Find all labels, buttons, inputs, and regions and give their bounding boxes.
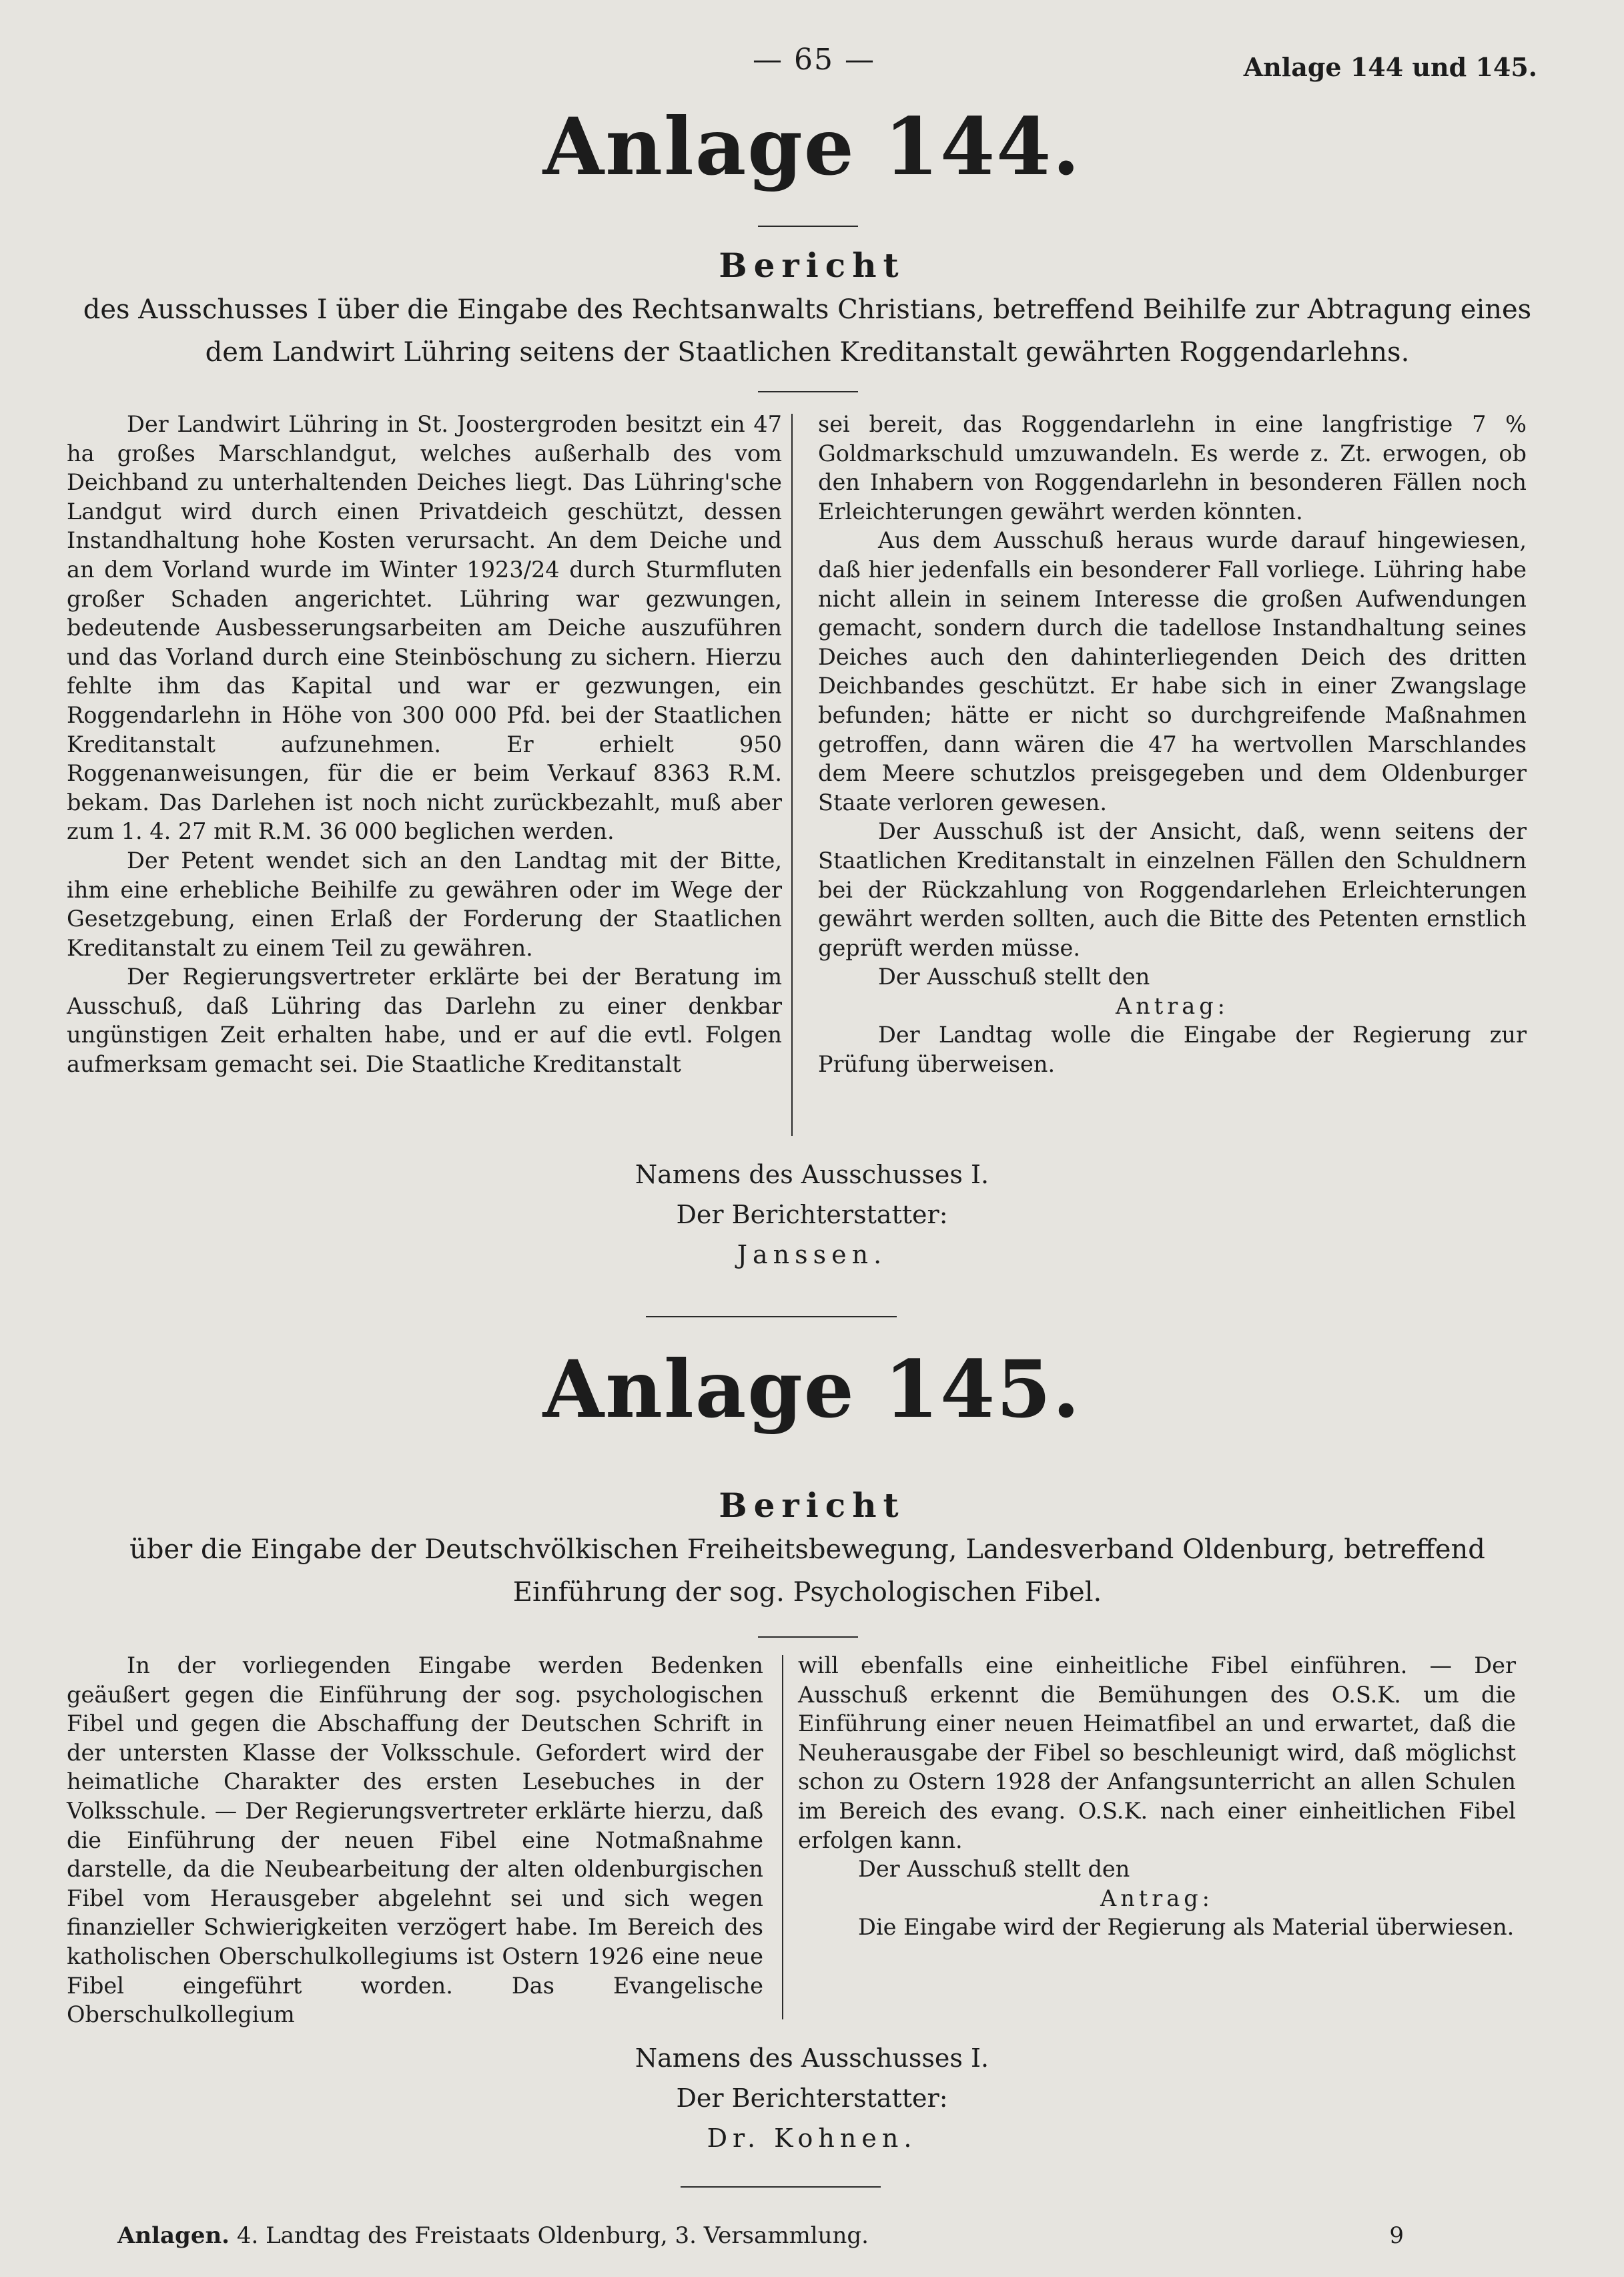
paragraph: Der Ausschuß ist der Ansicht, daß, wenn seitens der Staatlichen Kreditanstalt in einzelnen Fällen den Schuldnern bei der Rückzahlung von Roggendarlehen Erleichterungen gewährt werden sollten, auch die Bitte des Petenten ernstlich geprüft werden müsse. — [818, 818, 1527, 961]
section-144-title: Anlage 144. — [542, 100, 1082, 193]
section-144-right-column — [818, 410, 1527, 1079]
column-divider — [791, 414, 793, 1136]
section-separator — [646, 1316, 897, 1317]
antrag-label: Antrag: — [1100, 1885, 1214, 1911]
section-145-subject: über die Eingabe der Deutschvölkischen Freiheitsbewegung, Landesverband Oldenburg, betreffend Einführung der sog. Psychologischen Fibel. — [129, 1534, 1485, 1608]
signature-number: 9 — [1389, 2222, 1404, 2249]
divider — [758, 1636, 858, 1638]
running-header: Anlage 144 und 145. — [1243, 52, 1537, 82]
paragraph: Der Ausschuß stellt den — [878, 964, 1150, 990]
column-divider — [782, 1655, 783, 2019]
committee-name: Namens des Ausschusses I. — [635, 2043, 989, 2073]
committee-name: Namens des Ausschusses I. — [635, 1160, 989, 1189]
paragraph: Der Regierungsvertreter erklärte bei der Beratung im Ausschuß, daß Lühring das Darlehn zu einer denkbar ungünstigen Zeit erhalten habe, und er auf die evtl. Folgen aufmerksam gemacht sei. Die Staatliche Kreditanstalt — [67, 964, 782, 1078]
page-number: — 65 — — [753, 43, 875, 77]
reporter-name: Janssen. — [737, 1240, 887, 1269]
reporter-role: Der Berichterstatter: — [676, 1200, 948, 1229]
section-145-signature — [0, 2038, 1624, 2158]
section-144-subject: des Ausschusses I über die Eingabe des Rechtsanwalts Christians, betreffend Beihilfe zur Abtragung eines dem Landwirt Lühring seitens der Staatlichen Kreditanstalt gewährten Roggendarlehns. — [83, 294, 1532, 368]
antrag-label: Antrag: — [1116, 992, 1229, 1019]
section-145-title: Anlage 145. — [542, 1343, 1082, 1435]
divider — [758, 226, 858, 227]
paragraph: In der vorliegenden Eingabe werden Bedenken geäußert gegen die Einführung der sog. psychologischen Fibel und gegen die Abschaffung der Deutschen Schrift in der untersten Klasse der Volksschule. Gefordert wird der heimatliche Charakter des ersten Lesebuches in der Volksschule. — Der Regierungsvertreter erklärte hierzu, daß die Einführung der neuen Fibel eine Notmaßnahme darstelle, da die Neubearbeitung der alten oldenburgischen Fibel vom Herausgeber abgelehnt sei und sich wegen finanzieller Schwierigkeiten verzögert habe. Im Bereich des katholischen Oberschulkollegiums ist Ostern 1926 eine neue Fibel eingeführt worden. Das Evangelische Oberschulkollegium — [67, 1652, 763, 2028]
reporter-name: Dr. Kohnen. — [707, 2124, 917, 2153]
section-144-left-column — [67, 410, 782, 1079]
paragraph: Aus dem Ausschuß heraus wurde darauf hingewiesen, daß hier jedenfalls ein besonderer Fall vorliege. Lühring habe nicht allein in seinem Interesse die großen Aufwendungen gemacht, sondern durch die tadellose Instandhaltung seines Deiches auch den dahinterliegenden Deich des dritten Deichbandes geschützt. Er habe sich in einer Zwangslage befunden; hätte er nicht so durchgreifende Maßnahmen getroffen, dann wären die 47 ha wertvollen Marschlandes dem Meere schutzlos preisgegeben und dem Oldenburger Staate verloren gewesen. — [818, 527, 1527, 816]
section-145-right-column — [798, 1651, 1516, 1942]
section-145-left-column — [67, 1651, 763, 2029]
footer-text: 4. Landtag des Freistaats Oldenburg, 3. Versammlung. — [236, 2222, 869, 2249]
antrag-text: Die Eingabe wird der Regierung als Material überwiesen. — [858, 1914, 1515, 1941]
section-144-signature — [0, 1155, 1624, 1275]
footer-label: Anlagen. — [117, 2222, 230, 2249]
paragraph: will ebenfalls eine einheitliche Fibel einführen. — Der Ausschuß erkennt die Bemühungen des O.S.K. um die Einführung einer neuen Heimatfibel an und erwartet, daß die Neuherausgabe der Fibel so beschleunigt wird, daß möglichst schon zu Ostern 1928 der Anfangsunterricht an allen Schulen im Bereich des evang. O.S.K. nach einer einheitlichen Fibel erfolgen kann. — [798, 1652, 1516, 1853]
section-144-report-heading: Bericht — [719, 246, 905, 285]
paragraph: Der Ausschuß stellt den — [858, 1856, 1130, 1883]
divider — [681, 2186, 881, 2188]
footer-imprint — [117, 2222, 869, 2249]
paragraph: Der Petent wendet sich an den Landtag mit der Bitte, ihm eine erhebliche Beihilfe zu gewähren oder im Wege der Gesetzgebung, einen Erlaß der Forderung der Staatlichen Kreditanstalt zu einem Teil zu gewähren. — [67, 847, 782, 961]
reporter-role: Der Berichterstatter: — [676, 2083, 948, 2113]
antrag-text: Der Landtag wolle die Eingabe der Regierung zur Prüfung überweisen. — [818, 1022, 1527, 1078]
paragraph: sei bereit, das Roggendarlehn in eine langfristige 7 % Goldmarkschuld umzuwandeln. Es werde z. Zt. erwogen, ob den Inhabern von Roggendarlehn in besonderen Fällen noch Erleichterungen gewährt werden könnten. — [818, 411, 1527, 525]
section-145-report-heading: Bericht — [719, 1486, 905, 1525]
divider — [758, 391, 858, 392]
paragraph: Der Landwirt Lühring in St. Joostergroden besitzt ein 47 ha großes Marschlandgut, welches außerhalb des vom Deichband zu unterhaltenden Deiches liegt. Das Lühring'sche Landgut wird durch einen Privatdeich geschützt, dessen Instandhaltung hohe Kosten verursacht. An dem Deiche und an dem Vorland wurde im Winter 1923/24 durch Sturmfluten großer Schaden angerichtet. Lühring war gezwungen, bedeutende Ausbesserungsarbeiten am Deiche auszuführen und das Vorland durch eine Steinböschung zu sichern. Hierzu fehlte ihm das Kapital und war er gezwungen, ein Roggendarlehn in Höhe von 300 000 Pfd. bei der Staatlichen Kreditanstalt aufzunehmen. Er erhielt 950 Roggenanweisungen, für die er beim Verkauf 8363 R.M. bekam. Das Darlehen ist noch nicht zurückbezahlt, muß aber zum 1. 4. 27 mit R.M. 36 000 beglichen werden. — [67, 411, 782, 845]
